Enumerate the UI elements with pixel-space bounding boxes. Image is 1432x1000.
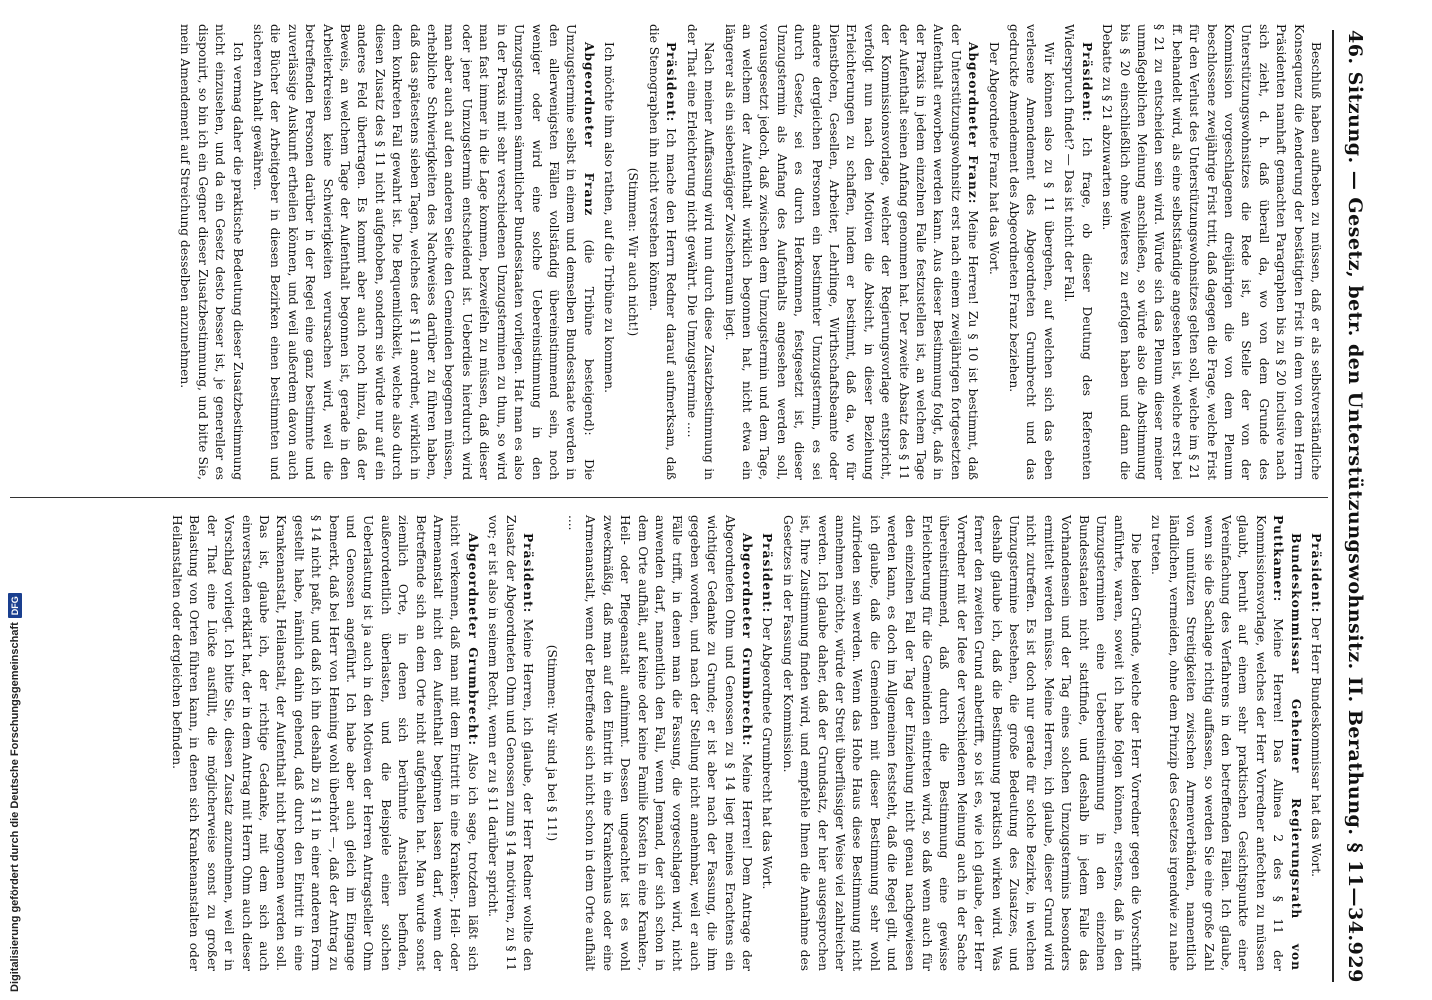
stage-direction xyxy=(542,515,559,971)
paragraph xyxy=(1147,515,1304,971)
speaker-name: Präsident: xyxy=(664,42,679,123)
speaker-name: Bundeskommissar Geheimer Regierungsrath von Puttkamer: xyxy=(1271,515,1303,971)
paragraph xyxy=(600,24,617,480)
paragraph-text: Wir können also zu § 11 übergehen, auf welchen sich das eben verlesene Amendement des Abgeordneten Grumbrecht und das gedruckte Amendement des Abgeordneten Franz beziehen. xyxy=(1007,24,1056,480)
paragraph xyxy=(682,24,717,480)
paragraph-text: Meine Herren! Zu § 10 ist bestimmt, daß der Unterstützungswohnsitz erst nach einem zweijährigen fortgesetzten Aufenthalt erworben werden kann. Aus dieser Bestimmung folgt, daß in der Praxis in jedem einzelnen Falle festzustellen ist, an welchem Tage der Aufenthalt seinen Anfang genommen hat. Der zweite Absatz des § 11 der Kommissionsvorlage, welcher der Regierungsvorlage entspricht, verfolgt nun nach den Motiven die Absicht, in dieser Beziehung Erleichterungen zu schaffen, indem er bestimmt, daß da, wo für Dienstboten, Gesellen, Arbeiter, Lehrlinge, Wirthschaftsbeamte oder andere dergleichen Personen ein bestimmter Umzugstermin, es sei durch Gesetz, sei es durch Herkommen, festgesetzt ist, dieser Umzugstermin als Anfang des Aufenthalts angesehen werden soll, vorausgesetzt jedoch, daß zwischen dem Umzugstermin und dem Tage, an welchem der Aufenthalt wirklich begonnen hat, nicht etwa ein längerer als ein siebentägiger Zwischenraum liegt. xyxy=(722,24,981,480)
speaker-name: Abgeordneter Franz: xyxy=(966,42,981,205)
paragraph-text: Nach meiner Auffassung wird nun durch diese Zusatzbestimmung in der That eine Erleichterung nicht gewährt. Die Umzugstermine .... xyxy=(684,24,717,480)
left-column xyxy=(173,24,1324,480)
paragraph xyxy=(1307,515,1324,971)
dfg-logo: DFG xyxy=(8,593,22,618)
speaker-name: Abgeordneter Grumbrecht: xyxy=(740,533,754,747)
paragraph-text: (Stimmen: Wir auch nicht!) xyxy=(625,167,640,337)
paragraph-text: Meine Herren! Dem Antrage der Abgeordneten Ohm und Genossen zu § 14 liegt meines Erachtens ein wichtiger Gedanke zu Grunde; er ist aber nach der Fassung, die ihm gegeben worden, und nach der Stellung nicht annehmbar, weil er auch Fälle trifft, in denen man die Fassung, die vorgeschlagen wird, nicht anwenden darf, namentlich den Fall, wenn Jemand, der sich schon in dem Orte aufhält, auf keine oder keine Familie Kosten in eine Kranken-, Heil- oder Pflegeanstalt aufnimmt. Dessen ungeachtet ist es wohl zweckmäßig, daß man auf den Eintritt in eine Krankenhaus oder eine Armenanstalt, wenn der Betreffende sich nicht schon in dem Orte aufhält .... xyxy=(565,515,754,972)
paragraph xyxy=(758,515,775,971)
speaker-name: Abgeordneter Franz xyxy=(581,42,596,217)
paragraph-text: Ich vermag daher die praktische Bedeutung dieser Zusatzbestimmung nicht einzusehen, und da ein Gesetz desto besser ist, je genereller es disponirt, so bin ich ein Gegner dieser Zusatzbestimmung, und bitte Sie, mein Amendement auf Streichung desselben anzunehmen. xyxy=(178,24,245,480)
paragraph-text: Der Abgeordnete Franz hat das Wort. xyxy=(986,42,1001,275)
paragraph xyxy=(1060,24,1095,480)
paragraph-text: Ich frage, ob dieser Deutung des Referenten Widerspruch findet? — Das ist nicht der Fall. xyxy=(1062,24,1094,480)
speaker-name: Präsident: xyxy=(1309,533,1323,614)
paragraph-text: Die beiden Gründe, welche der Herr Vorredner gegen die Vorschrift anführte, waren, soweit ich habe folgen können, erstens, daß in den Umzugsterminen eine Uebereinstimmung in den einzelnen Bundesstaaten nicht stattfinde, und deshalb in jedem Falle das Vorhandensein und der Tag eines solchen Umzugstermins besonders ermittelt werden müsse. Meine Herren, ich glaube, dieser Grund wird nicht zutreffen. Es ist doch nur gerade für solche Bezirke, in welchen Umzugstermine bestehen, die große Bedeutung des Zusatzes, und deshalb glaube ich, daß die Bestimmung praktisch wirken wird. Was ferner den zweiten Grund anbetrifft, so ist es, wie ich glaube, der Herr Vorredner mit der Idee der verschiedenen Meinung auch in der Sache übereinstimmend, daß durch die Bestimmung eine gewisse Erleichterung für die Gemeinden eintreten wird, so daß wenn auch für den einzelnen Fall der Tag der Einziehung nicht genau nachgewiesen werden kann, es doch im Allgemeinen feststeht, daß die Regel gilt, und ich glaube, daß die Gemeinden mit dieser Bestimmung sehr wohl zufrieden sein werden. Wenn das Hohe Haus diese Bestimmung nicht annehmen möchte, würde der Streit überflüssiger Weise viel zahlreicher werden. Ich glaube daher, daß der Grundsatz, der hier ausgesprochen ist, Ihre Zustimmung finden wird, und empfehle Ihnen die Annahme des Gesetzes in der Fassung der Kommission. xyxy=(780,515,1143,971)
paragraph xyxy=(168,515,481,971)
paragraph xyxy=(1098,24,1324,480)
page-number: 929 xyxy=(1344,941,1366,983)
paragraph xyxy=(778,515,1144,971)
paragraph-text: Beschluß haben aufheben zu müssen, daß er als selbstverständliche Konsequenz die Aenderung der bestätigten Frist in dem von dem Herrn Präsidenten namhaft gemachten Paragraphen bis zu § 20 inclusive nach sich zieht, d. h. daß überall da, wo von dem Grunde des Unterstützungswohnsitzes die Rede ist, an Stelle der von der Kommission vorgeschlagenen dreijährigen die von dem Plenum beschlossene zweijährige Frist tritt, daß dagegen die Frage, welche Frist für den Verlust des Unterstützungswohnsitzes gelten soll, welche im § 21 ff. behandelt wird, als eine selbstständige angesehen ist, welche erst bei § 21 zu entscheiden sein wird. Würde sich das Plenum dieser meiner unmaßgeblichen Meinung anschließen, so würde also die Abstimmung bis § 20 einschließlich ohne Weiteres zu erfolgen haben und dann die Debatte zu § 21 abzuwarten sein. xyxy=(1100,24,1323,480)
credit-text: Digitalisierung gefördert durch die Deutsche Forschungsgemeinschaft xyxy=(9,622,21,992)
paragraph-text: Meine Herren! Das Alinea 2 des § 11 der Kommissionsvorlage, welches der Herr Vorredner anfechten zu müssen glaubt, beruht auf einem sehr praktischen Gesichtspunkte einer Vereinfachung des Verfahrens in den betreffenden Fällen. Ich glaube, wenn sie die Sachlage richtig auffassen, so werden Sie eine große Zahl von unnützen Streitigkeiten zwischen Armenverbänden, namentlich ländlichen, vermeiden, ohne dem Prinzip des Gesetzes irgendwie zu nahe zu treten. xyxy=(1149,515,1286,971)
paragraph xyxy=(720,24,981,480)
speaker-name: Präsident: xyxy=(1079,42,1094,123)
page-header xyxy=(1336,0,1366,1000)
paragraph-text: Der Abgeordnete Grumbrecht hat das Wort. xyxy=(760,613,775,890)
paragraph xyxy=(176,24,246,480)
speaker-name: Präsident: xyxy=(760,533,775,614)
paragraph xyxy=(249,24,597,480)
paragraph-text: (die Tribüne besteigend): Die Umzugstermine selbst in einem und demselben Bundesstaate werden in den allerwenigsten Fällen vollständig übereinstimmend sein, noch weniger oder wird eine solche Uebereinstimmung in den Umzugsterminen sämmtlicher Bundesstaaten vorliegen. Hat man es also in der Praxis mit sehr verschiedenen Umzugsterminen zu thun, so wird man fast immer in die Lage kommen, bezweifeln zu müssen, daß dieser oder jener Umzugstermin entscheidend ist. Ueberdies hierdurch wird man aber auch auf den anderen Seite den Gemeinden begegnen müssen, erhebliche Schwierigkeiten des Nachweises darüber zu führen haben, daß das spätestens sieben Tagen, welches der § 11 anordnet, wirklich in dem konkreten Fall gewahrt ist. Die Bequemlichkeit, welche also durch diesen Zusatz des § 11 nicht aufgehoben, sondern sie würde nur auf ein anderes Feld übertragen. Es kommt aber auch noch hinzu, daß der Beweis, an welchem Tage der Aufenthalt begonnen ist, gerade in den Arbeiterkreisen keine Schwierigkeiten verursachen wird, weil die betreffenden Personen darüber in der Regel eine ganz bestimmte und zuverlässige Auskunft ertheilen können, und weil außerdem davon auch die Bücher der Arbeitgeber in diesen Bezirken einen bestimmten und sicheren Anhalt gewähren. xyxy=(251,24,596,480)
paragraph-text: Ich möchte ihm also rathen, auf die Tribüne zu kommen. xyxy=(602,42,617,394)
digitization-credit xyxy=(2,596,28,992)
paragraph xyxy=(984,24,1001,480)
paragraph-text: Ich mache den Herrn Redner darauf aufmerksam, daß die Stenographen ihn nicht verstehen können. xyxy=(646,24,679,480)
paragraph xyxy=(564,515,755,971)
paragraph xyxy=(645,24,680,480)
paragraph-text: (Stimmen: Wir sind ja bei § 11!) xyxy=(544,644,559,842)
paragraph-text: Meine Herren, ich glaube, der Herr Redner wollte den Zusatz der Abgeordneten Ohm und Genossen zum § 14 motiviren, zu § 11 vor; er ist also in seinem Recht, wenn er zu § 11 darüber spricht. xyxy=(486,515,536,971)
paragraph xyxy=(1005,24,1057,480)
paragraph xyxy=(484,515,536,971)
right-column xyxy=(165,515,1324,971)
speaker-name: Abgeordneter Grumbrecht: xyxy=(465,533,480,746)
running-title: 46. Sitzung. — Gesetz, betr. den Unterstützungswohnsitz. II. Berathung. § 11—34. xyxy=(1344,30,1366,942)
column-divider xyxy=(10,497,1328,498)
speaker-name: Präsident: xyxy=(521,533,536,614)
paragraph-text: Also ich sage, trotzdem läßt sich nicht verkennen, daß man mit dem Eintritt in eine Kranken-, Heil- oder Armenanstalt nicht den Aufenthalt beginnen lassen darf, wenn der Betreffende sich an dem Orte nicht aufgehalten hat. Man wurde sonst ziemlich Orte, in denen sich berühmte Anstalten befinden, außerordentlich überlasten, und die Beispiele einer solchen Ueberlastung ist ja auch in den Motiven der Herren Antragsteller Ohm und Genossen angeführt. Ich habe aber auch gleich im Eingange bemerkt, daß bei Herr von Henning wohl überhört —, daß der Antrag zu § 14 nicht paßt, und daß ich ihn deshalb zu § 11 in einer anderen Form gestellt habe, nämlich dahin gehend, daß durch den Eintritt in eine Krankenanstalt, Heilanstalt, der Aufenthalt nicht begonnen werden soll. Das ist, glaube ich, der richtige Gedanke, mit dem sich auch einverstanden erklärt hat, der in dem Antrag mit Herrn Ohm auch dieser Vorschlag vorliegt. Ich bitte Sie, diesen Zusatz anzunehmen, weil er in der That eine Lücke ausfüllt, die möglicherweise sonst zu großer Belastung von Orten führen kann, in denen sich Krankenanstalten oder Heilanstalten oder dergleichen befinden. xyxy=(170,515,480,972)
header-rule xyxy=(1332,30,1334,982)
stage-direction xyxy=(623,24,640,480)
paragraph-text: Der Herr Bundeskommissar hat das Wort. xyxy=(1309,613,1323,878)
